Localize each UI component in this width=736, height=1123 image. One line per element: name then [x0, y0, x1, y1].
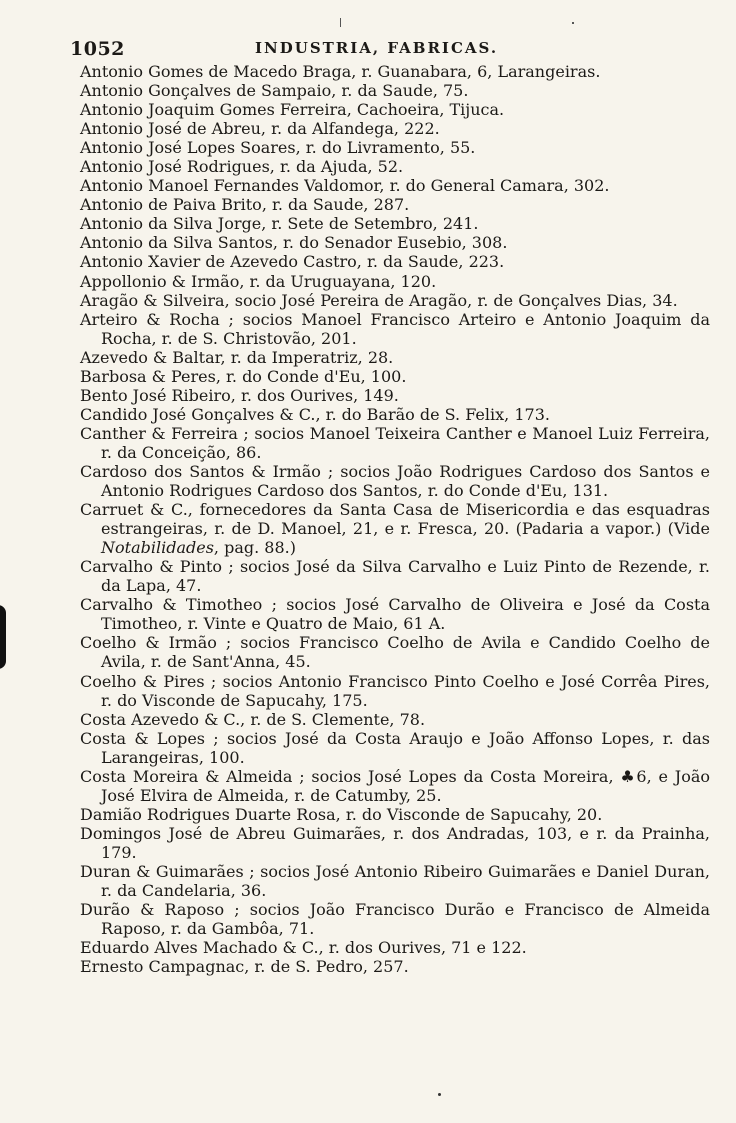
directory-entry: Carvalho & Timotheo ; socios José Carvalho de Oliveira e José da Costa Timotheo, r. Vinte e Quatro de Maio, 61 A. — [80, 595, 710, 634]
directory-entry: Antonio da Silva Jorge, r. Sete de Setembro, 241. — [80, 214, 479, 234]
page-number: 1052 — [70, 38, 125, 60]
entry-text: Carruet & C., fornecedores da Santa Casa de Misericordia e das esquadras estrangeiras, r. de D. Manoel, 21, e r. Fresca, 20. (Padaria a vapor.) (Vide — [80, 500, 710, 539]
directory-entry: Coelho & Pires ; socios Antonio Francisco Pinto Coelho e José Corrêa Pires, r. do Visconde de Sapucahy, 175. — [80, 671, 710, 710]
directory-entry: Antonio Manoel Fernandes Valdomor, r. do General Camara, 302. — [80, 176, 610, 196]
directory-entry: Antonio Gonçalves de Sampaio, r. da Saude, 75. — [80, 81, 469, 101]
directory-entry: Barbosa & Peres, r. do Conde d'Eu, 100. — [80, 366, 407, 386]
directory-entry: Domingos José de Abreu Guimarães, r. dos Andradas, 103, e r. da Prainha, 179. — [80, 823, 710, 862]
directory-entry: Candido José Gonçalves & C., r. do Barão de S. Felix, 173. — [80, 404, 550, 424]
directory-entry: Coelho & Irmão ; socios Francisco Coelho de Avila e Candido Coelho de Avila, r. de Sant'Anna, 45. — [80, 633, 710, 672]
directory-entry: Arteiro & Rocha ; socios Manoel Francisco Arteiro e Antonio Joaquim da Rocha, r. de S. Christovão, 201. — [80, 309, 710, 348]
directory-entry: Cardoso dos Santos & Irmão ; socios João Rodrigues Cardoso dos Santos e Antonio Rodrigues Cardoso dos Santos, r. do Conde d'Eu, 131. — [80, 461, 710, 501]
entry-text: , pag. 88.) — [213, 538, 296, 558]
directory-entry: Antonio de Paiva Brito, r. da Saude, 287. — [80, 195, 410, 215]
directory-entry: Antonio José Rodrigues, r. da Ajuda, 52. — [80, 157, 404, 177]
binding-shadow — [0, 605, 6, 669]
directory-entry: Aragão & Silveira, socio José Pereira de Aragão, r. de Gonçalves Dias, 34. — [80, 290, 678, 310]
directory-entry: Antonio José de Abreu, r. da Alfandega, 222. — [80, 119, 440, 139]
running-title: INDUSTRIA, FABRICAS. — [255, 39, 499, 57]
print-mark — [438, 1093, 441, 1096]
directory-entry: Antonio da Silva Santos, r. do Senador Eusebio, 308. — [80, 233, 508, 253]
directory-entry: Costa Azevedo & C., r. de S. Clemente, 78. — [80, 709, 426, 729]
directory-entry: Duran & Guimarães ; socios José Antonio Ribeiro Guimarães e Daniel Duran, r. da Candelaria, 36. — [80, 861, 710, 901]
directory-entry: Carvalho & Pinto ; socios José da Silva Carvalho e Luiz Pinto de Rezende, r. da Lapa, 47. — [80, 557, 710, 596]
directory-entry — [80, 500, 710, 557]
directory-entry: Appollonio & Irmão, r. da Uruguayana, 120. — [80, 271, 437, 291]
directory-entries — [80, 62, 710, 976]
directory-entry: Eduardo Alves Machado & C., r. dos Ourives, 71 e 122. — [80, 938, 527, 958]
directory-entry: Antonio José Lopes Soares, r. do Livramento, 55. — [80, 138, 476, 158]
entry-italic-reference: Notabilidades — [101, 538, 214, 558]
directory-entry: Antonio Gomes de Macedo Braga, r. Guanabara, 6, Larangeiras. — [80, 62, 601, 81]
directory-entry: Costa & Lopes ; socios José da Costa Araujo e João Affonso Lopes, r. das Larangeiras, 100. — [80, 728, 710, 767]
directory-entry: Costa Moreira & Almeida ; socios José Lopes da Costa Moreira, ♣6, e João José Elvira de Almeida, r. de Catumby, 25. — [80, 766, 710, 805]
print-mark — [340, 18, 341, 27]
directory-entry: Azevedo & Baltar, r. da Imperatriz, 28. — [80, 347, 394, 367]
directory-entry: Ernesto Campagnac, r. de S. Pedro, 257. — [80, 957, 409, 977]
page-header — [70, 38, 710, 60]
directory-entry: Bento José Ribeiro, r. dos Ourives, 149. — [80, 385, 399, 405]
directory-entry: Damião Rodrigues Duarte Rosa, r. do Visconde de Sapucahy, 20. — [80, 804, 603, 824]
directory-entry: Antonio Xavier de Azevedo Castro, r. da Saude, 223. — [80, 252, 505, 272]
directory-entry: Antonio Joaquim Gomes Ferreira, Cachoeira, Tijuca. — [80, 100, 505, 120]
directory-entry: Canther & Ferreira ; socios Manoel Teixeira Canther e Manoel Luiz Ferreira, r. da Conceição, 86. — [80, 423, 710, 462]
directory-entry: Durão & Raposo ; socios João Francisco Durão e Francisco de Almeida Raposo, r. da Gambôa, 71. — [80, 900, 710, 939]
print-mark — [572, 22, 574, 24]
